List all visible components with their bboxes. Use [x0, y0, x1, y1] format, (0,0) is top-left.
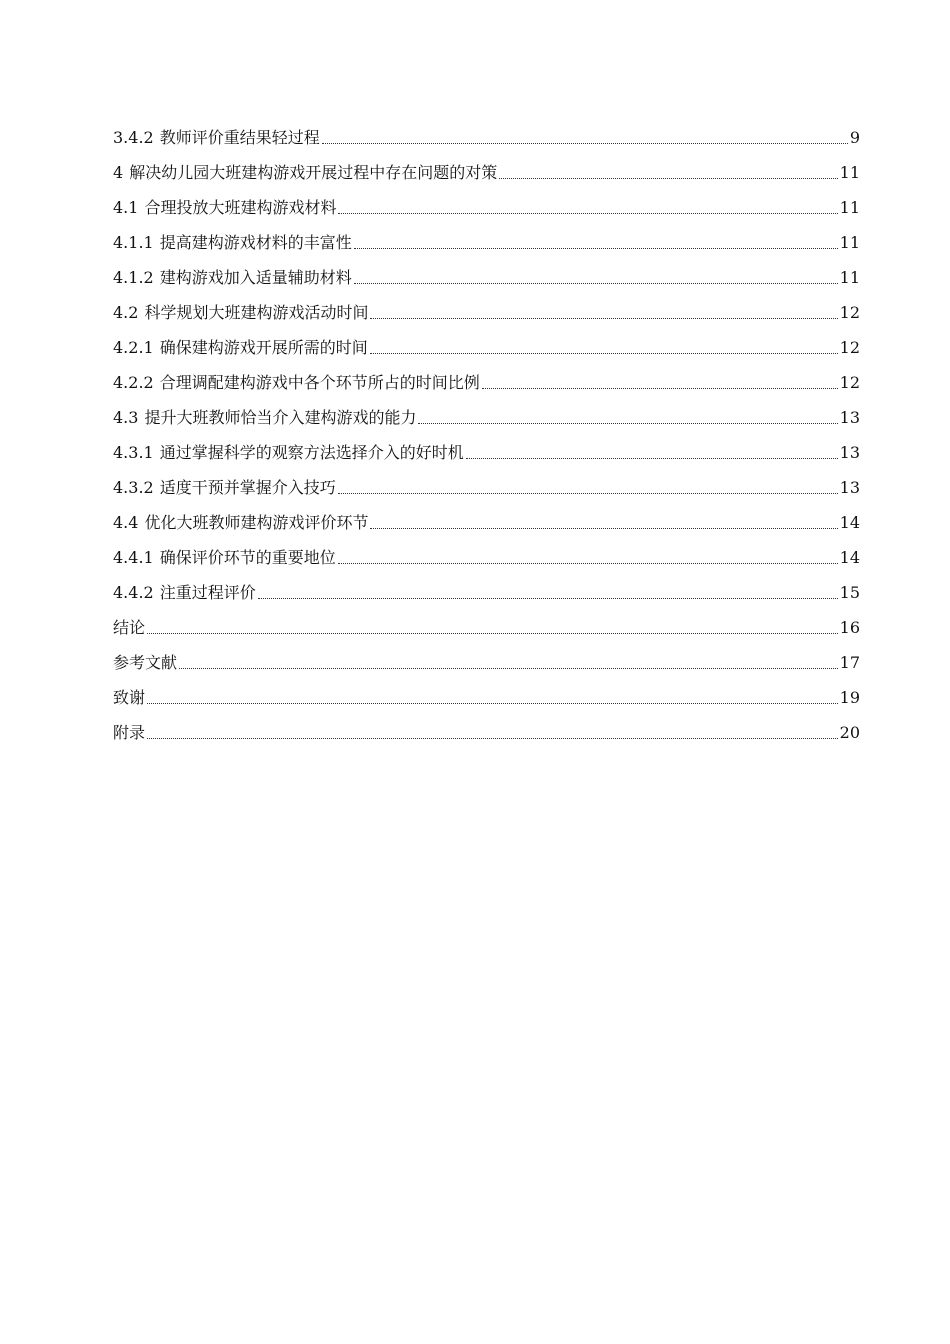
toc-entry-page: 12 — [839, 373, 860, 392]
toc-entry-page: 13 — [839, 478, 860, 497]
toc-entry[interactable] — [113, 709, 860, 744]
toc-entry-number: 4.3.2 — [113, 478, 154, 497]
toc-entry-page: 12 — [839, 303, 860, 322]
toc-entry-page: 13 — [839, 408, 860, 427]
toc-entry[interactable] — [113, 464, 860, 499]
toc-entry-title: 确保评价环节的重要地位 — [159, 548, 336, 567]
toc-dot-leader — [370, 528, 837, 529]
toc-entry-page: 20 — [839, 723, 860, 742]
toc-dot-leader — [370, 318, 837, 319]
toc-entry[interactable] — [113, 604, 860, 639]
toc-entry-title: 合理投放大班建构游戏材料 — [144, 198, 337, 217]
toc-entry-page: 12 — [839, 338, 860, 357]
toc-dot-leader — [370, 353, 838, 354]
toc-entry[interactable] — [113, 254, 860, 289]
toc-dot-leader — [354, 283, 838, 284]
toc-entry-page: 11 — [839, 268, 860, 287]
toc-entry[interactable] — [113, 114, 860, 149]
toc-entry[interactable] — [113, 289, 860, 324]
toc-entry-number: 4.3.1 — [113, 443, 154, 462]
toc-entry-title: 注重过程评价 — [159, 583, 256, 602]
toc-entry[interactable] — [113, 429, 860, 464]
table-of-contents — [113, 114, 860, 744]
toc-entry-title: 合理调配建构游戏中各个环节所占的时间比例 — [159, 373, 480, 392]
toc-entry-title: 附录 — [113, 723, 146, 742]
toc-entry-page: 19 — [839, 688, 860, 707]
toc-entry-number: 4.1.1 — [113, 233, 154, 252]
toc-entry-page: 14 — [839, 548, 860, 567]
toc-entry-title: 提高建构游戏材料的丰富性 — [159, 233, 352, 252]
toc-entry-page: 11 — [839, 233, 860, 252]
toc-entry-page: 16 — [839, 618, 860, 637]
toc-entry-number: 4.2.2 — [113, 373, 154, 392]
toc-entry-number: 4.4.1 — [113, 548, 154, 567]
toc-entry[interactable] — [113, 184, 860, 219]
toc-dot-leader — [466, 458, 838, 459]
toc-entry-number: 4.2 — [113, 303, 139, 322]
toc-entry[interactable] — [113, 569, 860, 604]
toc-dot-leader — [147, 633, 838, 634]
toc-entry-page: 13 — [839, 443, 860, 462]
toc-entry-title: 优化大班教师建构游戏评价环节 — [144, 513, 369, 532]
toc-dot-leader — [338, 213, 837, 214]
toc-dot-leader — [354, 248, 838, 249]
toc-entry-title: 结论 — [113, 618, 146, 637]
toc-entry-title: 通过掌握科学的观察方法选择介入的好时机 — [159, 443, 464, 462]
toc-dot-leader — [338, 493, 838, 494]
toc-entry-number: 4.1 — [113, 198, 139, 217]
toc-entry-number: 4.4.2 — [113, 583, 154, 602]
toc-dot-leader — [482, 388, 838, 389]
toc-entry-title: 解决幼儿园大班建构游戏开展过程中存在问题的对策 — [129, 163, 498, 182]
toc-dot-leader — [418, 423, 837, 424]
toc-entry-number: 4.2.1 — [113, 338, 154, 357]
toc-entry-number: 4.1.2 — [113, 268, 154, 287]
toc-entry[interactable] — [113, 674, 860, 709]
toc-entry-page: 11 — [839, 163, 860, 182]
toc-entry-page: 14 — [839, 513, 860, 532]
toc-entry-number: 3.4.2 — [113, 128, 154, 147]
toc-entry[interactable] — [113, 219, 860, 254]
toc-dot-leader — [147, 738, 838, 739]
toc-entry-title: 教师评价重结果轻过程 — [159, 128, 320, 147]
toc-entry-page: 15 — [839, 583, 860, 602]
toc-entry-title: 科学规划大班建构游戏活动时间 — [144, 303, 369, 322]
toc-dot-leader — [179, 668, 838, 669]
toc-entry-number: 4 — [113, 163, 124, 182]
toc-entry-title: 提升大班教师恰当介入建构游戏的能力 — [144, 408, 417, 427]
toc-entry[interactable] — [113, 499, 860, 534]
toc-dot-leader — [322, 143, 848, 144]
toc-dot-leader — [147, 703, 838, 704]
toc-entry-number: 4.3 — [113, 408, 139, 427]
toc-entry-page: 9 — [849, 128, 860, 147]
toc-entry-page: 11 — [839, 198, 860, 217]
toc-entry-title: 确保建构游戏开展所需的时间 — [159, 338, 368, 357]
toc-dot-leader — [338, 563, 838, 564]
toc-entry[interactable] — [113, 394, 860, 429]
toc-entry[interactable] — [113, 149, 860, 184]
toc-entry-title: 适度干预并掌握介入技巧 — [159, 478, 336, 497]
toc-entry[interactable] — [113, 359, 860, 394]
toc-entry[interactable] — [113, 639, 860, 674]
toc-entry-title: 参考文献 — [113, 653, 178, 672]
toc-entry[interactable] — [113, 534, 860, 569]
toc-entry-title: 致谢 — [113, 688, 146, 707]
toc-entry-page: 17 — [839, 653, 860, 672]
toc-entry-title: 建构游戏加入适量辅助材料 — [159, 268, 352, 287]
toc-entry-number: 4.4 — [113, 513, 139, 532]
toc-dot-leader — [258, 598, 838, 599]
toc-dot-leader — [499, 178, 837, 179]
toc-entry[interactable] — [113, 324, 860, 359]
